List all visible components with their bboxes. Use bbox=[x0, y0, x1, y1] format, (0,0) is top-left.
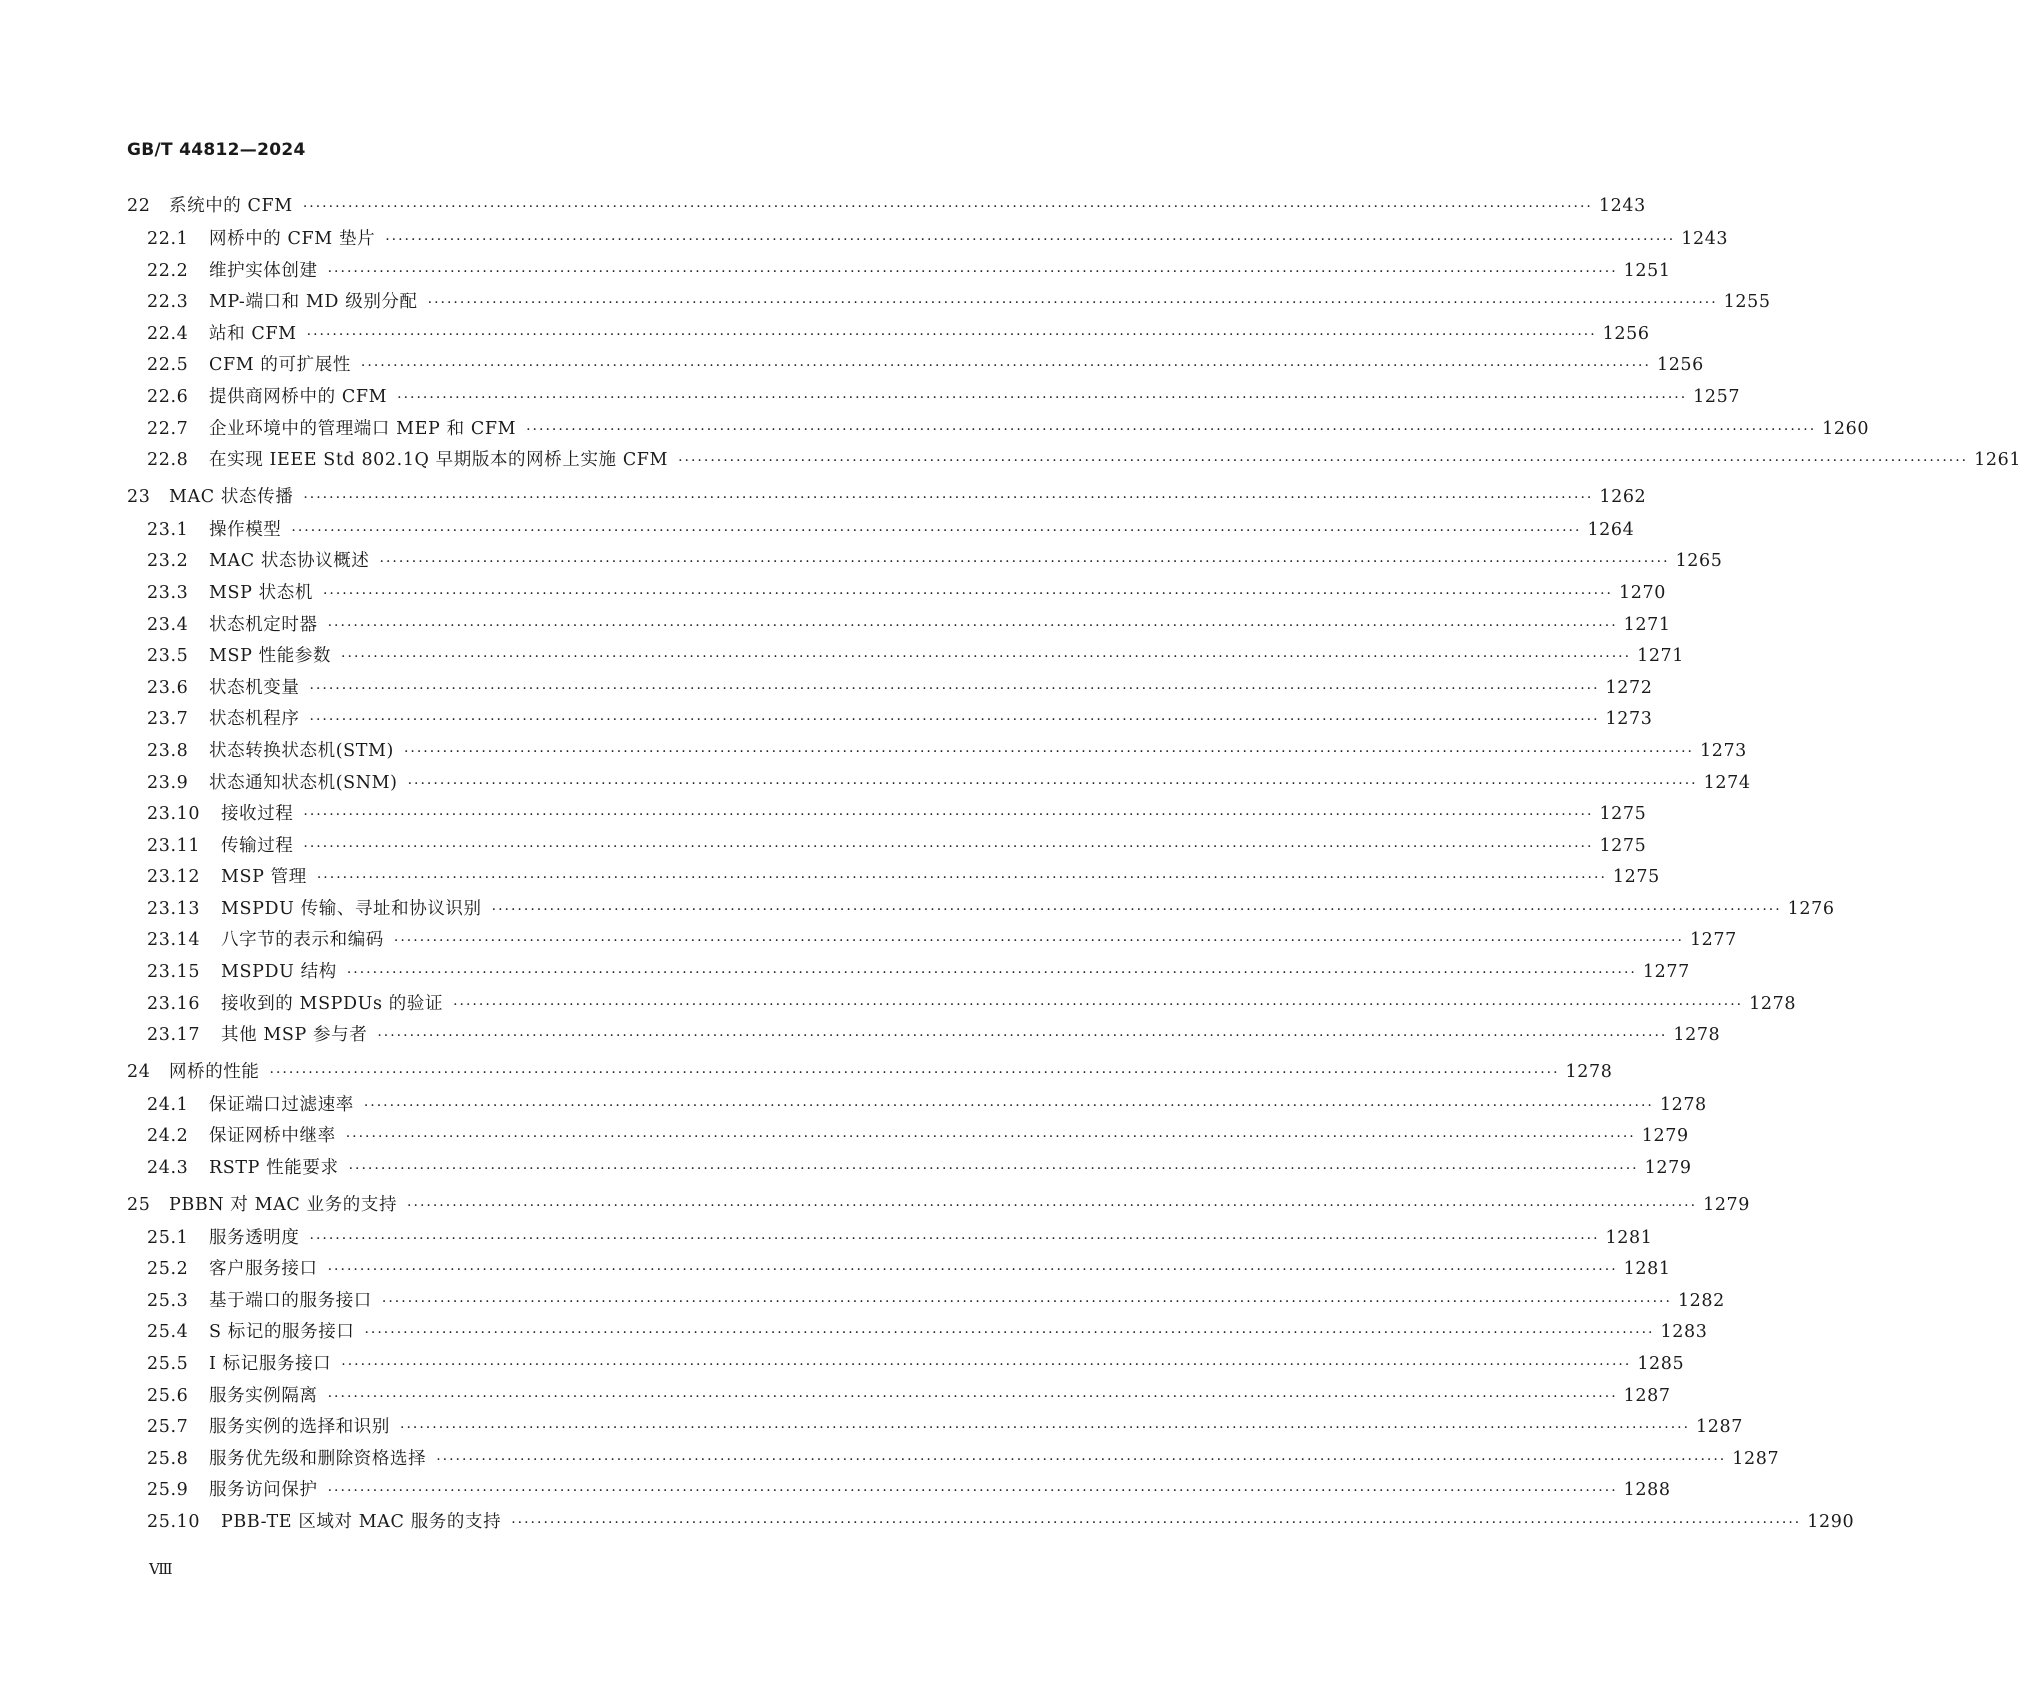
toc-entry-page: 1278 bbox=[1565, 1061, 1613, 1082]
toc-leader-dots: ········································································································································································································ bbox=[491, 901, 1782, 918]
toc-entry-title: MAC 状态协议概述 bbox=[209, 551, 370, 572]
toc-entry-title: 服务实例的选择和识别 bbox=[209, 1417, 390, 1438]
toc-entry-title: 服务透明度 bbox=[209, 1227, 300, 1248]
toc-entry-page: 1283 bbox=[1660, 1322, 1708, 1343]
toc-section-entry[interactable] bbox=[127, 1476, 1671, 1508]
toc-section-entry[interactable] bbox=[127, 288, 1771, 320]
toc-entry-page: 1264 bbox=[1587, 519, 1635, 540]
toc-entry-number: 23.8 bbox=[147, 740, 189, 761]
toc-entry-number: 23.11 bbox=[147, 835, 201, 856]
toc-entry-number: 25.5 bbox=[147, 1354, 189, 1374]
toc-leader-dots: ········································································································································································································ bbox=[397, 389, 1688, 406]
toc-entry-number: 25.1 bbox=[147, 1227, 189, 1248]
toc-entry-page: 1279 bbox=[1641, 1126, 1689, 1147]
toc-section-entry[interactable] bbox=[127, 1224, 1653, 1256]
toc-entry-title: MAC 状态传播 bbox=[169, 486, 294, 507]
toc-entry-title: 企业环境中的管理端口 MEP 和 CFM bbox=[209, 418, 517, 439]
toc-entry-page: 1290 bbox=[1807, 1511, 1855, 1532]
toc-entry-number: 23.15 bbox=[147, 962, 201, 983]
toc-entry-title: MSPDU 传输、寻址和协议识别 bbox=[221, 898, 482, 919]
toc-entry-title: 服务优先级和删除资格选择 bbox=[209, 1448, 427, 1469]
table-of-contents bbox=[127, 192, 2021, 1540]
toc-entry-number: 25.7 bbox=[147, 1417, 189, 1438]
toc-leader-dots: ········································································································································································································ bbox=[400, 1420, 1691, 1437]
toc-entry-page: 1262 bbox=[1599, 486, 1647, 507]
toc-entry-number: 24 bbox=[127, 1061, 151, 1082]
toc-entry-title: CFM 的可扩展性 bbox=[209, 355, 351, 376]
toc-section-entry[interactable] bbox=[127, 800, 1647, 832]
document-header: GB/T 44812—2024 bbox=[127, 140, 306, 160]
toc-entry-title: S 标记的服务接口 bbox=[209, 1322, 355, 1343]
toc-entry-number: 23.1 bbox=[147, 519, 189, 540]
toc-section-entry[interactable] bbox=[127, 1350, 1685, 1382]
toc-entry-page: 1256 bbox=[1602, 323, 1650, 344]
toc-entry-number: 25.6 bbox=[147, 1385, 189, 1406]
toc-section-entry[interactable] bbox=[127, 1413, 1743, 1445]
toc-entry-number: 22.1 bbox=[147, 229, 189, 249]
toc-entry-page: 1279 bbox=[1703, 1194, 1751, 1215]
toc-leader-dots: ········································································································································································································ bbox=[364, 1325, 1655, 1342]
toc-leader-dots: ········································································································································································································ bbox=[427, 295, 1718, 312]
toc-leader-dots: ········································································································································································································ bbox=[302, 199, 1593, 215]
toc-entry-number: 23.3 bbox=[147, 582, 189, 603]
toc-entry-number: 23.7 bbox=[147, 709, 189, 730]
toc-section-entry[interactable] bbox=[127, 832, 1647, 864]
toc-entry-title: 状态机定时器 bbox=[209, 614, 318, 635]
toc-leader-dots: ········································································································································································································ bbox=[360, 358, 1651, 375]
toc-entry-number: 23.5 bbox=[147, 646, 189, 667]
toc-chapter-entry[interactable] bbox=[127, 1191, 1751, 1224]
toc-section-entry[interactable] bbox=[127, 1382, 1671, 1414]
toc-entry-number: 22.7 bbox=[147, 418, 189, 439]
toc-leader-dots: ········································································································································································································ bbox=[327, 617, 1618, 634]
toc-leader-dots: ········································································································································································································ bbox=[306, 326, 1597, 343]
toc-entry-title: 其他 MSP 参与者 bbox=[221, 1025, 368, 1046]
toc-entry-title: 服务实例隔离 bbox=[209, 1385, 318, 1406]
toc-entry-title: PBB-TE 区域对 MAC 服务的支持 bbox=[221, 1511, 502, 1532]
toc-entry-title: 站和 CFM bbox=[209, 323, 297, 344]
toc-section-entry[interactable] bbox=[127, 958, 1690, 990]
toc-entry-title: 状态机变量 bbox=[209, 677, 300, 698]
toc-entry-title: 系统中的 CFM bbox=[169, 196, 293, 216]
toc-entry-title: 状态通知状态机(SNM) bbox=[209, 772, 398, 793]
toc-entry-page: 1281 bbox=[1605, 1227, 1653, 1248]
toc-entry-page: 1282 bbox=[1677, 1290, 1725, 1311]
toc-entry-title: MSP 状态机 bbox=[209, 582, 313, 603]
toc-entry-title: 八字节的表示和编码 bbox=[221, 930, 384, 951]
toc-entry-page: 1275 bbox=[1612, 867, 1660, 888]
toc-leader-dots: ········································································································································································································ bbox=[345, 1129, 1636, 1146]
toc-chapter-entry[interactable] bbox=[127, 483, 1647, 516]
toc-entry-page: 1279 bbox=[1644, 1158, 1692, 1179]
toc-section-entry[interactable] bbox=[127, 320, 1650, 352]
toc-leader-dots: ········································································································································································································ bbox=[678, 453, 1969, 470]
toc-entry-title: MSPDU 结构 bbox=[221, 962, 337, 983]
toc-entry-page: 1251 bbox=[1623, 260, 1671, 281]
toc-entry-title: 网桥的性能 bbox=[169, 1061, 260, 1082]
toc-entry-title: 提供商网桥中的 CFM bbox=[209, 386, 388, 407]
toc-entry-title: 状态机程序 bbox=[209, 709, 300, 730]
toc-entry-number: 22.3 bbox=[147, 292, 189, 313]
toc-section-entry[interactable] bbox=[127, 1091, 1707, 1123]
toc-leader-dots: ········································································································································································································ bbox=[316, 870, 1607, 887]
toc-leader-dots: ········································································································································································································ bbox=[309, 680, 1600, 697]
toc-section-entry[interactable] bbox=[127, 611, 1671, 643]
toc-entry-page: 1256 bbox=[1656, 355, 1704, 376]
toc-leader-dots: ········································································································································································································ bbox=[327, 263, 1618, 280]
toc-entry-page: 1270 bbox=[1619, 582, 1666, 603]
toc-entry-number: 25.10 bbox=[147, 1511, 201, 1532]
toc-entry-number: 22 bbox=[127, 196, 151, 216]
toc-section-entry[interactable] bbox=[127, 351, 1704, 383]
toc-entry-page: 1287 bbox=[1623, 1385, 1671, 1406]
toc-entry-title: MP-端口和 MD 级别分配 bbox=[209, 292, 418, 313]
toc-entry-number: 22.8 bbox=[147, 450, 189, 471]
toc-leader-dots: ········································································································································································································ bbox=[363, 1097, 1654, 1114]
toc-entry-number: 24.3 bbox=[147, 1158, 189, 1179]
toc-leader-dots: ········································································································································································································ bbox=[377, 1028, 1668, 1045]
toc-entry-title: 操作模型 bbox=[209, 519, 282, 540]
toc-entry-number: 25.2 bbox=[147, 1259, 189, 1280]
toc-section-entry[interactable] bbox=[127, 674, 1653, 706]
toc-entry-number: 23.17 bbox=[147, 1025, 201, 1046]
toc-entry-title: 客户服务接口 bbox=[209, 1259, 318, 1280]
toc-entry-number: 23 bbox=[127, 486, 151, 507]
toc-entry-page: 1255 bbox=[1723, 292, 1771, 313]
toc-entry-title: PBBN 对 MAC 业务的支持 bbox=[169, 1194, 398, 1215]
toc-leader-dots: ········································································································································································································ bbox=[303, 489, 1594, 506]
toc-entry-number: 22.4 bbox=[147, 323, 189, 344]
toc-leader-dots: ········································································································································································································ bbox=[436, 1451, 1727, 1468]
toc-entry-page: 1287 bbox=[1732, 1448, 1780, 1469]
toc-entry-page: 1287 bbox=[1696, 1417, 1743, 1438]
toc-section-entry[interactable] bbox=[127, 579, 1666, 611]
toc-entry-page: 1274 bbox=[1703, 772, 1751, 793]
toc-entry-title: 状态转换状态机(STM) bbox=[209, 740, 394, 761]
toc-entry-page: 1285 bbox=[1637, 1354, 1685, 1374]
toc-section-entry[interactable] bbox=[127, 1445, 1780, 1477]
toc-section-entry[interactable] bbox=[127, 446, 2021, 478]
toc-entry-number: 25.9 bbox=[147, 1480, 189, 1501]
toc-entry-title: 保证网桥中继率 bbox=[209, 1126, 336, 1147]
toc-entry-page: 1272 bbox=[1605, 677, 1653, 698]
toc-section-entry[interactable] bbox=[127, 642, 1685, 674]
toc-leader-dots: ········································································································································································································ bbox=[309, 1230, 1600, 1247]
toc-chapter-entry[interactable] bbox=[127, 1058, 1613, 1091]
toc-section-entry[interactable] bbox=[127, 1318, 1708, 1350]
toc-entry-title: 接收过程 bbox=[221, 804, 294, 825]
toc-entry-title: 接收到的 MSPDUs 的验证 bbox=[221, 993, 444, 1014]
toc-section-entry[interactable] bbox=[127, 737, 1747, 769]
toc-entry-page: 1273 bbox=[1699, 740, 1747, 761]
toc-entry-number: 22.5 bbox=[147, 355, 189, 376]
toc-entry-number: 25.4 bbox=[147, 1322, 189, 1343]
toc-entry-number: 23.12 bbox=[147, 867, 201, 888]
toc-leader-dots: ········································································································································································································ bbox=[341, 649, 1632, 666]
toc-leader-dots: ········································································································································································································ bbox=[393, 933, 1684, 950]
toc-entry-page: 1261 bbox=[1974, 450, 2021, 471]
toc-entry-title: 服务访问保护 bbox=[209, 1480, 318, 1501]
toc-entry-page: 1281 bbox=[1623, 1259, 1671, 1280]
toc-entry-number: 23.13 bbox=[147, 898, 201, 919]
toc-section-entry[interactable] bbox=[127, 926, 1737, 958]
toc-leader-dots: ········································································································································································································ bbox=[526, 421, 1817, 438]
toc-entry-page: 1265 bbox=[1675, 551, 1723, 572]
toc-entry-page: 1271 bbox=[1623, 614, 1671, 635]
toc-entry-page: 1276 bbox=[1787, 898, 1835, 919]
toc-section-entry[interactable] bbox=[127, 1154, 1692, 1186]
toc-section-entry[interactable] bbox=[127, 1021, 1721, 1053]
toc-section-entry[interactable] bbox=[127, 257, 1671, 289]
toc-leader-dots: ········································································································································································································ bbox=[348, 1161, 1639, 1178]
toc-entry-number: 25 bbox=[127, 1194, 151, 1215]
toc-entry-page: 1273 bbox=[1605, 709, 1653, 730]
toc-entry-title: 传输过程 bbox=[221, 835, 294, 856]
toc-leader-dots: ········································································································································································································ bbox=[407, 1197, 1698, 1214]
toc-entry-title: 保证端口过滤速率 bbox=[209, 1094, 354, 1115]
toc-entry-title: 维护实体创建 bbox=[209, 260, 318, 281]
toc-leader-dots: ········································································································································································································ bbox=[322, 585, 1613, 602]
toc-leader-dots: ········································································································································································································ bbox=[381, 1293, 1672, 1310]
page-number: Ⅷ bbox=[149, 1560, 173, 1578]
toc-entry-page: 1277 bbox=[1642, 962, 1690, 983]
toc-leader-dots: ········································································································································································································ bbox=[379, 554, 1670, 571]
toc-entry-title: MSP 性能参数 bbox=[209, 646, 332, 667]
toc-leader-dots: ········································································································································································································ bbox=[327, 1388, 1618, 1405]
toc-entry-title: 基于端口的服务接口 bbox=[209, 1290, 372, 1311]
toc-entry-number: 24.2 bbox=[147, 1126, 189, 1147]
toc-section-entry[interactable] bbox=[127, 990, 1797, 1022]
toc-section-entry[interactable] bbox=[127, 383, 1741, 415]
toc-entry-number: 23.9 bbox=[147, 772, 189, 793]
toc-section-entry[interactable] bbox=[127, 415, 1870, 447]
toc-leader-dots: ········································································································································································································ bbox=[403, 743, 1694, 760]
toc-leader-dots: ········································································································································································································ bbox=[511, 1514, 1802, 1531]
toc-leader-dots: ········································································································································································································ bbox=[303, 838, 1594, 855]
toc-entry-page: 1257 bbox=[1693, 386, 1741, 407]
toc-entry-page: 1278 bbox=[1659, 1094, 1707, 1115]
toc-leader-dots: ········································································································································································································ bbox=[407, 775, 1698, 792]
toc-section-entry[interactable] bbox=[127, 769, 1751, 801]
toc-entry-page: 1278 bbox=[1673, 1025, 1721, 1046]
toc-leader-dots: ········································································································································································································ bbox=[327, 1262, 1618, 1279]
toc-entry-page: 1275 bbox=[1599, 804, 1647, 825]
toc-entry-number: 22.6 bbox=[147, 386, 189, 407]
toc-chapter-entry[interactable] bbox=[127, 192, 1646, 225]
toc-section-entry[interactable] bbox=[127, 1287, 1725, 1319]
toc-section-entry[interactable] bbox=[127, 863, 1660, 895]
toc-leader-dots: ········································································································································································································ bbox=[453, 996, 1744, 1013]
toc-section-entry[interactable] bbox=[127, 516, 1635, 548]
toc-entry-title: 在实现 IEEE Std 802.1Q 早期版本的网桥上实施 CFM bbox=[209, 450, 669, 471]
toc-entry-page: 1275 bbox=[1599, 835, 1647, 856]
toc-entry-number: 23.4 bbox=[147, 614, 189, 635]
toc-leader-dots: ········································································································································································································ bbox=[346, 965, 1637, 982]
toc-leader-dots: ········································································································································································································ bbox=[291, 522, 1582, 539]
toc-section-entry[interactable] bbox=[127, 1508, 1855, 1540]
toc-leader-dots: ········································································································································································································ bbox=[327, 1483, 1618, 1500]
toc-entry-page: 1243 bbox=[1681, 229, 1729, 249]
toc-section-entry[interactable] bbox=[127, 1255, 1671, 1287]
toc-entry-page: 1288 bbox=[1623, 1480, 1671, 1501]
toc-entry-title: 网桥中的 CFM 垫片 bbox=[209, 229, 376, 249]
toc-section-entry[interactable] bbox=[127, 225, 1729, 257]
toc-entry-page: 1260 bbox=[1822, 418, 1870, 439]
toc-leader-dots: ········································································································································································································ bbox=[303, 807, 1594, 824]
toc-leader-dots: ········································································································································································································ bbox=[385, 232, 1676, 248]
toc-section-entry[interactable] bbox=[127, 705, 1653, 737]
toc-entry-number: 24.1 bbox=[147, 1094, 189, 1115]
toc-entry-number: 23.10 bbox=[147, 804, 201, 825]
toc-entry-title: RSTP 性能要求 bbox=[209, 1158, 339, 1179]
toc-entry-page: 1271 bbox=[1637, 646, 1685, 667]
toc-leader-dots: ········································································································································································································ bbox=[309, 712, 1600, 729]
toc-entry-page: 1278 bbox=[1749, 993, 1797, 1014]
toc-entry-number: 22.2 bbox=[147, 260, 189, 281]
toc-entry-number: 23.2 bbox=[147, 551, 189, 572]
toc-section-entry[interactable] bbox=[127, 1122, 1689, 1154]
toc-entry-title: I 标记服务接口 bbox=[209, 1354, 332, 1374]
toc-entry-page: 1243 bbox=[1598, 196, 1646, 216]
toc-section-entry[interactable] bbox=[127, 895, 1835, 927]
toc-leader-dots: ········································································································································································································ bbox=[341, 1357, 1632, 1373]
toc-entry-page: 1277 bbox=[1689, 930, 1737, 951]
toc-entry-title: MSP 管理 bbox=[221, 867, 307, 888]
toc-entry-number: 23.14 bbox=[147, 930, 201, 951]
toc-entry-number: 25.3 bbox=[147, 1290, 189, 1311]
toc-leader-dots: ········································································································································································································ bbox=[269, 1064, 1560, 1081]
toc-entry-number: 23.6 bbox=[147, 677, 189, 698]
toc-entry-number: 23.16 bbox=[147, 993, 201, 1014]
toc-entry-number: 25.8 bbox=[147, 1448, 189, 1469]
toc-section-entry[interactable] bbox=[127, 547, 1723, 579]
